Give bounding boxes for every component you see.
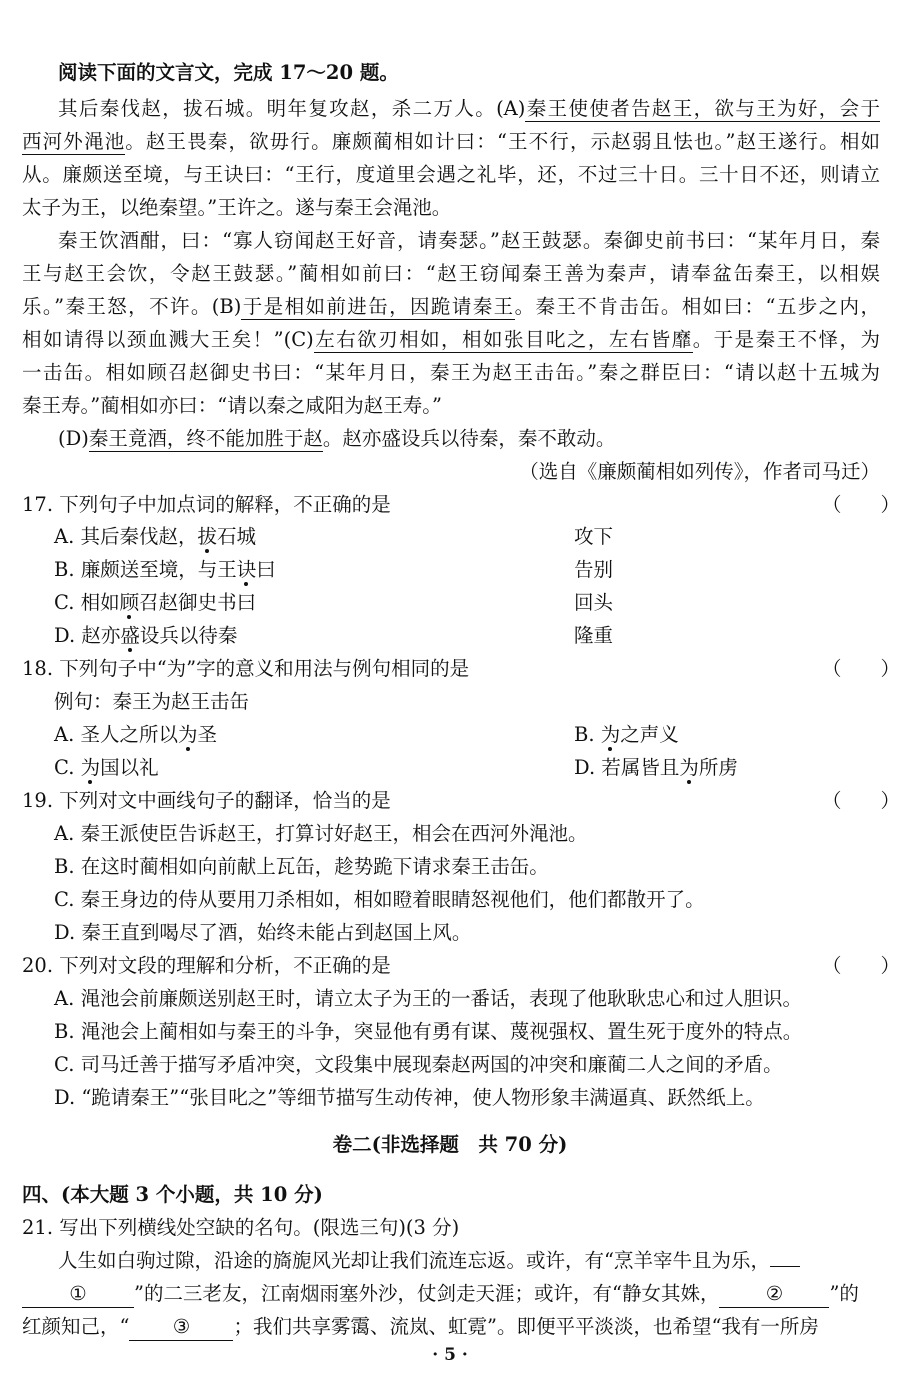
blank-1-start[interactable] [770, 1266, 800, 1267]
mark-b-label: (B) [211, 295, 242, 318]
q19-option-c[interactable]: C. 秦王身边的侍从要用刀杀相如，相如瞪着眼睛怒视他们，他们都散开了。 [54, 888, 705, 911]
question-17-stem: 17. 下列句子中加点词的解释，不正确的是 [22, 493, 391, 516]
q20-option-d[interactable]: D. “跪请秦王”“张目叱之”等细节描写生动传神，使人物形象丰满逼真、跃然纸上。 [54, 1086, 765, 1109]
passage-line: 西河外渑池。赵王畏秦，欲毋行。廉颇蔺相如计曰：“王不行，示赵弱且怯也。”赵王遂行。相如 [22, 130, 880, 153]
underlined-sentence-b: 于是相如前进缶，因跪请秦王 [241, 295, 515, 318]
mark-c-label: (C) [283, 328, 314, 351]
passage-line: (D)秦王竟酒，终不能加胜于赵。赵亦盛设兵以待秦，秦不敢动。 [58, 427, 616, 450]
q18-example: 例句：秦王为赵王击缶 [54, 690, 250, 713]
q17-option-b-meaning: 告别 [574, 558, 614, 581]
q17-option-d[interactable]: D. 赵亦盛设兵以待秦 [54, 624, 238, 647]
page-number: · 5 · [432, 1345, 468, 1365]
question-20-stem: 20. 下列对文段的理解和分析，不正确的是 [22, 954, 391, 977]
q19-option-d[interactable]: D. 秦王直到喝尽了酒，始终未能占到赵国上风。 [54, 921, 472, 944]
dotted-word: 为 [80, 756, 101, 779]
dotted-word: 为 [679, 756, 699, 779]
q19-option-b[interactable]: B. 在这时蔺相如向前献上瓦缶，趁势跪下请求秦王击缶。 [54, 855, 549, 878]
passage-line: 秦王饮酒酣，曰：“寡人窃闻赵王好音，请奏瑟。”赵王鼓瑟。秦御史前书曰：“某年月日，秦 [58, 229, 880, 252]
answer-bracket-18[interactable]: （ ） [822, 657, 900, 680]
q20-option-c[interactable]: C. 司马迁善于描写矛盾冲突，文段集中展现秦赵两国的冲突和廉蔺二人之间的矛盾。 [54, 1053, 783, 1076]
section-four-heading: 四、(本大题 3 个小题，共 10 分) [22, 1183, 323, 1206]
dotted-word: 诀 [236, 558, 257, 581]
passage-line: 秦王寿。”蔺相如亦曰：“请以秦之咸阳为赵王寿。” [22, 394, 442, 417]
passage-line: 从。廉颇送至境，与王诀曰：“王行，度道里会遇之礼毕，还，不过三十日。三十日不还，则请立 [22, 163, 880, 186]
question-18-stem: 18. 下列句子中“为”字的意义和用法与例句相同的是 [22, 657, 470, 680]
q17-option-a[interactable]: A. 其后秦伐赵，拔石城 [54, 525, 257, 548]
passage-line: 其后秦伐赵，拔石城。明年复攻赵，杀二万人。(A)秦王使使者告赵王，欲与王为好，会于 [58, 97, 880, 120]
q17-option-c[interactable]: C. 相如顾召赵御史书曰 [54, 591, 257, 614]
dotted-word: 顾 [119, 591, 140, 614]
dotted-word: 拔 [197, 525, 217, 548]
q21-text-line: ① ”的二三老友，江南烟雨塞外沙，仗剑走天涯；或许，有“静女其姝， ② ”的 [22, 1279, 859, 1309]
q18-option-d[interactable]: D. 若属皆且为所虏 [574, 756, 738, 779]
underlined-sentence-c: 左右欲刃相如，相如张目叱之，左右皆靡 [313, 328, 693, 351]
dotted-word: 为 [600, 723, 621, 746]
q20-option-b[interactable]: B. 渑池会上蔺相如与秦王的斗争，突显他有勇有谋、蔑视强权、置生死于度外的特点。 [54, 1020, 803, 1043]
dotted-word: 为 [177, 723, 198, 746]
q21-text-line: 红颜知己，“ ③ ；我们共享雾霭、流岚、虹霓”。即便平平淡淡，也希望“我有一所房 [22, 1312, 819, 1342]
blank-2[interactable]: ② [719, 1281, 829, 1308]
q17-option-b[interactable]: B. 廉颇送至境，与王诀曰 [54, 558, 276, 581]
underlined-sentence-a-cont: 西河外渑池 [22, 130, 126, 153]
passage-source: （选自《廉颇蔺相如列传》，作者司马迁） [519, 460, 880, 483]
blank-1[interactable]: ① [22, 1281, 134, 1308]
part-two-title: 卷二(非选择题 共 70 分) [332, 1133, 568, 1156]
q18-option-c[interactable]: C. 为国以礼 [54, 756, 159, 779]
underlined-sentence-a: 秦王使使者告赵王，欲与王为好，会于 [525, 97, 880, 120]
reading-instruction: 阅读下面的文言文，完成 17～20 题。 [58, 61, 399, 84]
q17-option-d-meaning: 隆重 [574, 624, 614, 647]
passage-line: 一击缶。相如顾召赵御史书曰：“某年月日，秦王为赵王击缶。”秦之群臣曰：“请以赵十五城为 [22, 361, 880, 384]
q18-option-a[interactable]: A. 圣人之所以为圣 [54, 723, 218, 746]
passage-line: 乐。”秦王怒，不许。(B)于是相如前进缶，因跪请秦王。秦王不肯击缶。相如曰：“五步之内， [22, 295, 880, 318]
passage-line: 相如请得以颈血溅大王矣！”(C)左右欲刃相如，相如张目叱之，左右皆靡。于是秦王不怿，为 [22, 328, 880, 351]
q17-option-c-meaning: 回头 [574, 591, 614, 614]
q20-option-a[interactable]: A. 渑池会前廉颇送别赵王时，请立太子为王的一番话，表现了他耿耿忠心和过人胆识。 [54, 987, 802, 1010]
q17-option-a-meaning: 攻下 [574, 525, 614, 548]
dotted-word: 盛 [120, 624, 140, 647]
passage-line: 王与赵王会饮，令赵王鼓瑟。”蔺相如前曰：“赵王窃闻秦王善为秦声，请奉盆缶秦王，以相娱 [22, 262, 880, 285]
question-19-stem: 19. 下列对文中画线句子的翻译，恰当的是 [22, 789, 391, 812]
q18-option-b[interactable]: B. 为之声义 [574, 723, 679, 746]
underlined-sentence-d: 秦王竟酒，终不能加胜于赵 [88, 427, 323, 450]
mark-d-label: (D) [58, 427, 89, 450]
mark-a-label: (A) [496, 97, 526, 120]
question-21-stem: 21. 写出下列横线处空缺的名句。(限选三句)(3 分) [22, 1216, 460, 1239]
blank-3[interactable]: ③ [129, 1314, 233, 1341]
answer-bracket-17[interactable]: （ ） [822, 493, 900, 516]
q19-option-a[interactable]: A. 秦王派使臣告诉赵王，打算讨好赵王，相会在西河外渑池。 [54, 822, 588, 845]
answer-bracket-19[interactable]: （ ） [822, 789, 900, 812]
q21-text-line: 人生如白驹过隙，沿途的旖旎风光却让我们流连忘返。或许，有“烹羊宰牛且为乐， [58, 1246, 800, 1276]
answer-bracket-20[interactable]: （ ） [822, 954, 900, 977]
passage-line: 太子为王，以绝秦望。”王许之。遂与秦王会渑池。 [22, 196, 452, 219]
